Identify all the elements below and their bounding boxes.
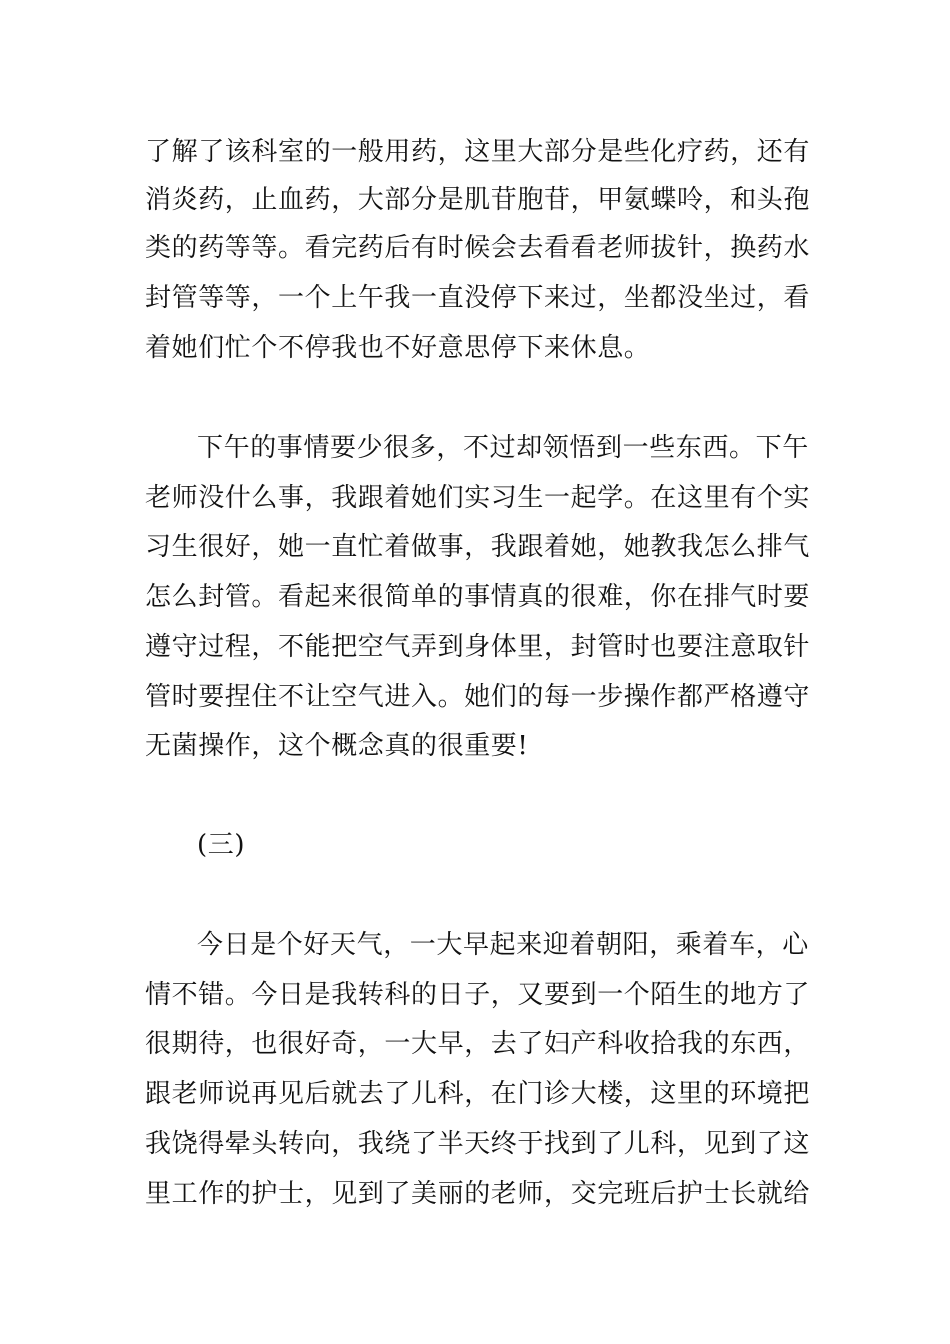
paragraph-1-line-2: 消炎药，止血药，大部分是肌苷胞苷，甲氨蝶呤，和头孢 [145, 185, 811, 215]
paragraph-2-line-7: 无菌操作，这个概念真的很重要! [145, 731, 529, 761]
paragraph-2-line-1: 下午的事情要少很多，不过却领悟到一些东西。下午 [197, 433, 809, 463]
paragraph-3-line-1: 今日是个好天气，一大早起来迎着朝阳，乘着车，心 [197, 930, 809, 960]
paragraph-2-line-6: 管时要捏住不让空气进入。她们的每一步操作都严格遵守 [145, 682, 811, 712]
paragraph-1-line-3: 类的药等等。看完药后有时候会去看看老师拔针，换药水 [145, 233, 811, 263]
paragraph-3-line-5: 我饶得晕头转向，我绕了半天终于找到了儿科，见到了这 [145, 1129, 811, 1159]
paragraph-1-line-4: 封管等等，一个上午我一直没停下来过，坐都没坐过，看 [145, 283, 811, 313]
paragraph-1-line-1: 了解了该科室的一般用药，这里大部分是些化疗药，还有 [145, 137, 811, 167]
section-heading: (三) [197, 830, 246, 860]
paragraph-1-line-5: 着她们忙个不停我也不好意思停下来休息。 [145, 333, 651, 363]
paragraph-3-line-6: 里工作的护士，见到了美丽的老师，交完班后护士长就给 [145, 1179, 811, 1209]
paragraph-3-line-2: 情不错。今日是我转科的日子，又要到一个陌生的地方了 [145, 980, 811, 1010]
paragraph-2-line-5: 遵守过程，不能把空气弄到身体里，封管时也要注意取针 [145, 632, 811, 662]
paragraph-2-line-3: 习生很好，她一直忙着做事，我跟着她，她教我怎么排气 [145, 532, 811, 562]
paragraph-3-line-4: 跟老师说再见后就去了儿科，在门诊大楼，这里的环境把 [145, 1079, 811, 1109]
paragraph-3-line-3: 很期待，也很好奇，一大早，去了妇产科收拾我的东西， [145, 1029, 811, 1059]
paragraph-2-line-2: 老师没什么事，我跟着她们实习生一起学。在这里有个实 [145, 483, 811, 513]
paragraph-2-line-4: 怎么封管。看起来很简单的事情真的很难，你在排气时要 [145, 582, 811, 612]
